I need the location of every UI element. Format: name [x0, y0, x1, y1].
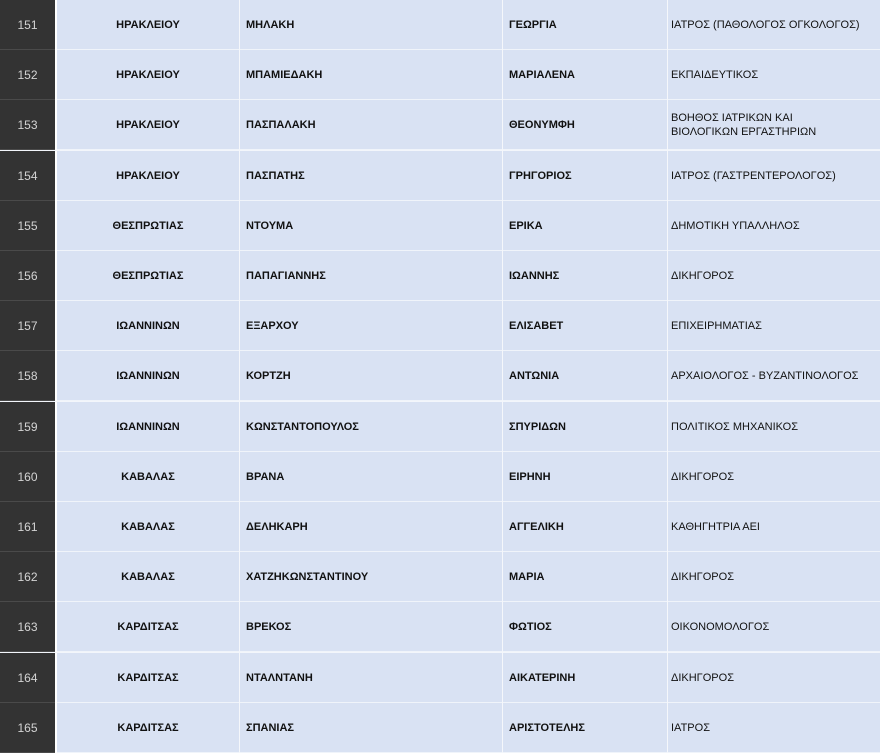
cell-first-name[interactable]: ΦΩΤΙΟΣ — [503, 602, 667, 652]
row-number[interactable]: 161 — [0, 502, 55, 552]
cell-surname[interactable]: ΠΑΣΠΑΛΑΚΗ — [240, 100, 502, 150]
cell-profession[interactable]: ΔΙΚΗΓΟΡΟΣ — [668, 452, 880, 502]
table-row[interactable] — [0, 151, 880, 201]
cell-first-name[interactable]: ΣΠΥΡΙΔΩΝ — [503, 402, 667, 452]
cell-region[interactable]: ΚΑΡΔΙΤΣΑΣ — [57, 703, 239, 753]
cell-surname[interactable]: ΣΠΑΝΙΑΣ — [240, 703, 502, 753]
table-row[interactable] — [0, 0, 880, 50]
cell-surname[interactable]: ΠΑΠΑΓΙΑΝΝΗΣ — [240, 251, 502, 301]
row-number[interactable]: 158 — [0, 351, 55, 401]
table-row[interactable] — [0, 653, 880, 703]
cell-profession[interactable]: ΕΠΙΧΕΙΡΗΜΑΤΙΑΣ — [668, 301, 880, 351]
table-row[interactable] — [0, 452, 880, 502]
cell-region[interactable]: ΚΑΡΔΙΤΣΑΣ — [57, 602, 239, 652]
column-divider — [502, 0, 503, 753]
cell-surname[interactable]: ΜΗΛΑΚΗ — [240, 0, 502, 50]
table-row[interactable] — [0, 703, 880, 753]
column-divider — [667, 0, 668, 753]
cell-profession[interactable]: ΟΙΚΟΝΟΜΟΛΟΓΟΣ — [668, 602, 880, 652]
column-divider — [239, 0, 240, 753]
cell-region[interactable]: ΙΩΑΝΝΙΝΩΝ — [57, 351, 239, 401]
row-number[interactable]: 153 — [0, 100, 55, 150]
cell-surname[interactable]: ΠΑΣΠΑΤΗΣ — [240, 151, 502, 201]
cell-first-name[interactable]: ΑΡΙΣΤΟΤΕΛΗΣ — [503, 703, 667, 753]
row-number[interactable]: 165 — [0, 703, 55, 753]
table-row[interactable] — [0, 602, 880, 652]
cell-surname[interactable]: ΚΩΝΣΤΑΝΤΟΠΟΥΛΟΣ — [240, 402, 502, 452]
cell-region[interactable]: ΗΡΑΚΛΕΙΟΥ — [57, 0, 239, 50]
cell-surname[interactable]: ΝΤΑΛΝΤΑΝΗ — [240, 653, 502, 703]
row-number[interactable]: 156 — [0, 251, 55, 301]
table-row[interactable] — [0, 502, 880, 552]
cell-region[interactable]: ΗΡΑΚΛΕΙΟΥ — [57, 50, 239, 100]
cell-profession[interactable]: ΙΑΤΡΟΣ (ΓΑΣΤΡΕΝΤΕΡΟΛΟΓΟΣ) — [668, 151, 880, 201]
table-row[interactable] — [0, 251, 880, 301]
row-number[interactable]: 155 — [0, 201, 55, 251]
cell-first-name[interactable]: ΜΑΡΙΑ — [503, 552, 667, 602]
cell-first-name[interactable]: ΕΙΡΗΝΗ — [503, 452, 667, 502]
row-number[interactable]: 152 — [0, 50, 55, 100]
cell-profession[interactable]: ΚΑΘΗΓΗΤΡΙΑ ΑΕΙ — [668, 502, 880, 552]
table-row[interactable] — [0, 50, 880, 100]
cell-profession[interactable]: ΔΗΜΟΤΙΚΗ ΥΠΑΛΛΗΛΟΣ — [668, 201, 880, 251]
table-row[interactable] — [0, 100, 880, 150]
cell-first-name[interactable]: ΕΡΙΚΑ — [503, 201, 667, 251]
cell-profession[interactable]: ΕΚΠΑΙΔΕΥΤΙΚΟΣ — [668, 50, 880, 100]
table-row[interactable] — [0, 552, 880, 602]
cell-surname[interactable]: ΕΞΑΡΧΟΥ — [240, 301, 502, 351]
cell-surname[interactable]: ΧΑΤΖΗΚΩΝΣΤΑΝΤΙΝΟΥ — [240, 552, 502, 602]
cell-first-name[interactable]: ΙΩΑΝΝΗΣ — [503, 251, 667, 301]
cell-surname[interactable]: ΝΤΟΥΜΑ — [240, 201, 502, 251]
cell-profession[interactable]: ΒΟΗΘΟΣ ΙΑΤΡΙΚΩΝ ΚΑΙ ΒΙΟΛΟΓΙΚΩΝ ΕΡΓΑΣΤΗΡΙΩΝ — [668, 100, 880, 150]
cell-profession[interactable]: ΑΡΧΑΙΟΛΟΓΟΣ - ΒΥΖΑΝΤΙΝΟΛΟΓΟΣ — [668, 351, 880, 401]
row-number[interactable]: 162 — [0, 552, 55, 602]
cell-surname[interactable]: ΒΡΕΚΟΣ — [240, 602, 502, 652]
table-row[interactable] — [0, 301, 880, 351]
cell-region[interactable]: ΚΑΒΑΛΑΣ — [57, 452, 239, 502]
row-number[interactable]: 159 — [0, 402, 55, 452]
row-number[interactable]: 157 — [0, 301, 55, 351]
cell-region[interactable]: ΗΡΑΚΛΕΙΟΥ — [57, 100, 239, 150]
cell-surname[interactable]: ΔΕΛΗΚΑΡΗ — [240, 502, 502, 552]
cell-profession[interactable]: ΙΑΤΡΟΣ — [668, 703, 880, 753]
cell-first-name[interactable]: ΑΝΤΩΝΙΑ — [503, 351, 667, 401]
cell-surname[interactable]: ΜΠΑΜΙΕΔΑΚΗ — [240, 50, 502, 100]
cell-region[interactable]: ΙΩΑΝΝΙΝΩΝ — [57, 301, 239, 351]
cell-region[interactable]: ΙΩΑΝΝΙΝΩΝ — [57, 402, 239, 452]
cell-first-name[interactable]: ΘΕΟΝΥΜΦΗ — [503, 100, 667, 150]
cell-first-name[interactable]: ΓΡΗΓΟΡΙΟΣ — [503, 151, 667, 201]
row-number[interactable]: 160 — [0, 452, 55, 502]
cell-first-name[interactable]: ΕΛΙΣΑΒΕΤ — [503, 301, 667, 351]
cell-region[interactable]: ΘΕΣΠΡΩΤΙΑΣ — [57, 251, 239, 301]
cell-region[interactable]: ΚΑΡΔΙΤΣΑΣ — [57, 653, 239, 703]
table-row[interactable] — [0, 201, 880, 251]
cell-region[interactable]: ΚΑΒΑΛΑΣ — [57, 502, 239, 552]
cell-surname[interactable]: ΒΡΑΝΑ — [240, 452, 502, 502]
cell-first-name[interactable]: ΓΕΩΡΓΙΑ — [503, 0, 667, 50]
row-number[interactable]: 151 — [0, 0, 55, 50]
cell-region[interactable]: ΚΑΒΑΛΑΣ — [57, 552, 239, 602]
cell-region[interactable]: ΘΕΣΠΡΩΤΙΑΣ — [57, 201, 239, 251]
cell-profession[interactable]: ΔΙΚΗΓΟΡΟΣ — [668, 552, 880, 602]
cell-first-name[interactable]: ΑΓΓΕΛΙΚΗ — [503, 502, 667, 552]
cell-first-name[interactable]: ΜΑΡΙΑΛΕΝΑ — [503, 50, 667, 100]
cell-profession[interactable]: ΠΟΛΙΤΙΚΟΣ ΜΗΧΑΝΙΚΟΣ — [668, 402, 880, 452]
cell-first-name[interactable]: ΑΙΚΑΤΕΡΙΝΗ — [503, 653, 667, 703]
table-row[interactable] — [0, 351, 880, 401]
cell-profession[interactable]: ΙΑΤΡΟΣ (ΠΑΘΟΛΟΓΟΣ ΟΓΚΟΛΟΓΟΣ) — [668, 0, 880, 50]
table-row[interactable] — [0, 402, 880, 452]
row-number[interactable]: 163 — [0, 602, 55, 652]
row-number[interactable]: 154 — [0, 151, 55, 201]
cell-profession[interactable]: ΔΙΚΗΓΟΡΟΣ — [668, 251, 880, 301]
cell-profession[interactable]: ΔΙΚΗΓΟΡΟΣ — [668, 653, 880, 703]
row-number[interactable]: 164 — [0, 653, 55, 703]
cell-surname[interactable]: ΚΟΡΤΖΗ — [240, 351, 502, 401]
cell-region[interactable]: ΗΡΑΚΛΕΙΟΥ — [57, 151, 239, 201]
